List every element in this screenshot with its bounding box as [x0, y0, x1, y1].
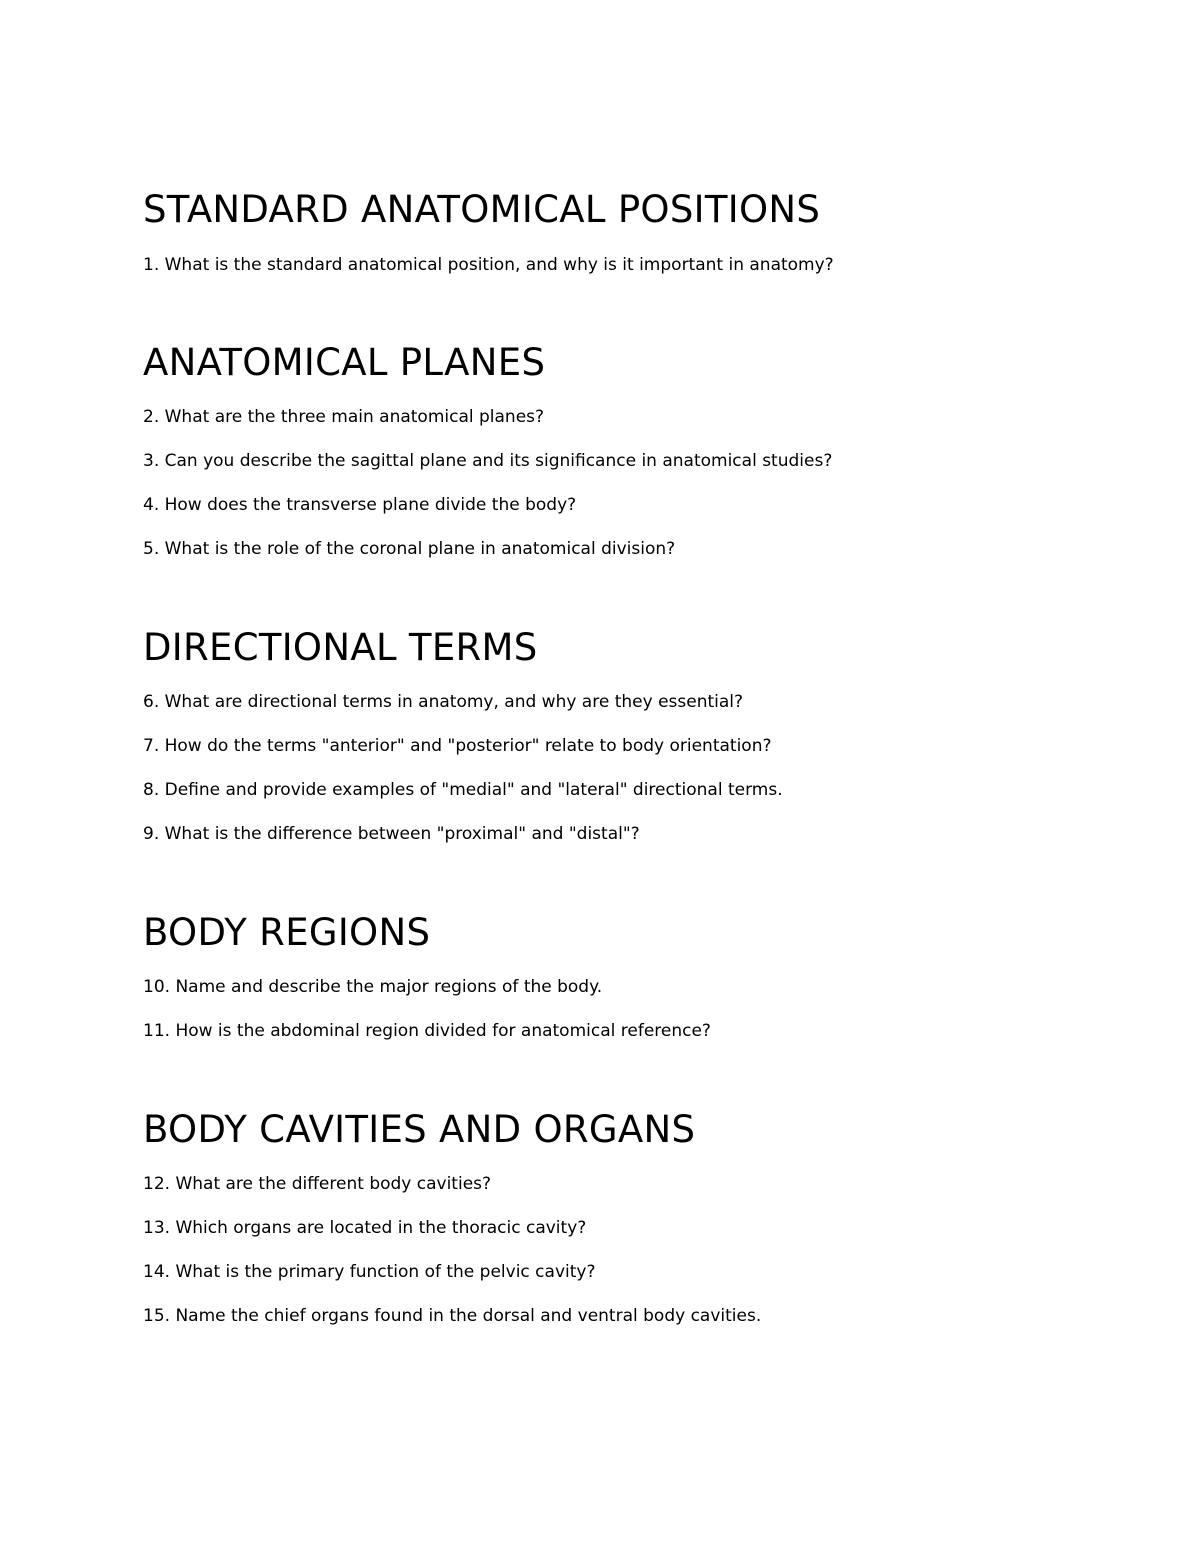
question-item: 13. Which organs are located in the thoracic cavity?	[143, 1218, 587, 1238]
question-list	[143, 255, 1143, 275]
question-item: 9. What is the difference between "proximal" and "distal"?	[143, 824, 640, 844]
question-item: 8. Define and provide examples of "medial" and "lateral" directional terms.	[143, 780, 783, 800]
question-item: 15. Name the chief organs found in the dorsal and ventral body cavities.	[143, 1306, 762, 1326]
section-anatomical-planes	[143, 341, 1143, 559]
section-heading: BODY REGIONS	[143, 911, 431, 954]
question-list	[143, 407, 1143, 559]
question-item: 2. What are the three main anatomical planes?	[143, 407, 545, 427]
section-directional-terms	[143, 626, 1143, 844]
question-item: 10. Name and describe the major regions of the body.	[143, 977, 603, 997]
section-heading: DIRECTIONAL TERMS	[143, 626, 538, 669]
question-item: 7. How do the terms "anterior" and "posterior" relate to body orientation?	[143, 736, 772, 756]
question-item: 11. How is the abdominal region divided for anatomical reference?	[143, 1021, 711, 1041]
question-item: 1. What is the standard anatomical position, and why is it important in anatomy?	[143, 255, 834, 275]
section-heading: BODY CAVITIES AND ORGANS	[143, 1108, 696, 1151]
section-standard-anatomical-positions	[143, 188, 1143, 275]
section-body-cavities-and-organs	[143, 1108, 1143, 1326]
question-item: 12. What are the different body cavities?	[143, 1174, 492, 1194]
question-list	[143, 692, 1143, 844]
question-list	[143, 1174, 1143, 1326]
question-item: 3. Can you describe the sagittal plane and its significance in anatomical studies?	[143, 451, 833, 471]
section-heading: ANATOMICAL PLANES	[143, 341, 546, 384]
section-heading: STANDARD ANATOMICAL POSITIONS	[143, 188, 821, 231]
question-item: 14. What is the primary function of the pelvic cavity?	[143, 1262, 596, 1282]
question-list	[143, 977, 1143, 1041]
question-item: 4. How does the transverse plane divide the body?	[143, 495, 577, 515]
question-item: 6. What are directional terms in anatomy, and why are they essential?	[143, 692, 744, 712]
question-item: 5. What is the role of the coronal plane in anatomical division?	[143, 539, 676, 559]
section-body-regions	[143, 911, 1143, 1041]
